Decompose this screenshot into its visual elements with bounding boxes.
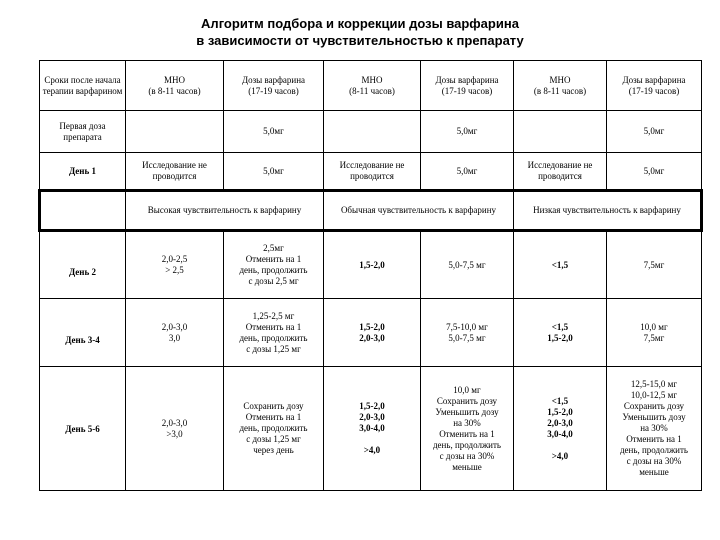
sensitivity-row <box>40 191 702 231</box>
header-g2-dose-time: (17-19 часов) <box>441 85 493 96</box>
header-row <box>40 61 702 111</box>
day1-label: День 1 <box>40 153 126 191</box>
header-g3-dose-label: Дозы варфарина <box>622 74 686 85</box>
day5-6-g3-dose-line: с дозы на 30% <box>626 456 682 466</box>
day3-4-g3-inr-line: 1,5-2,0 <box>547 332 573 343</box>
day3-4-g3-inr-line: <1,5 <box>551 321 569 332</box>
day3-4-g1-inr <box>126 299 224 367</box>
day3-4-g1-inr-line: 3,0 <box>168 332 181 343</box>
first-dose-row <box>40 111 702 153</box>
day5-6-g2-dose-line: меньше <box>452 461 482 472</box>
first-dose-label: Первая доза препарата <box>40 111 126 153</box>
day5-6-g3-inr <box>514 367 607 491</box>
day2-g1-dose-line: 2,5мг <box>263 243 284 253</box>
day5-6-g3-dose-line: Уменьшить дозу <box>622 412 686 422</box>
day5-6-g3-dose-line: день, продолжить <box>619 445 689 455</box>
day5-6-label: День 5-6 <box>40 367 126 491</box>
day3-4-g3-inr <box>514 299 607 367</box>
day1-row <box>40 153 702 191</box>
header-g1-dose-label: Дозы варфарина <box>241 74 306 85</box>
first-dose-g2-inr <box>324 111 421 153</box>
day5-6-g1-dose-line: с дозы 1,25 мг <box>246 434 301 444</box>
header-period: Сроки после начала терапии варфарином <box>40 61 126 111</box>
day5-6-g1-dose-line: через день <box>253 445 294 455</box>
day2-g1-dose-line: день, продолжить <box>239 265 308 275</box>
header-g1-inr-time: (в 8-11 часов) <box>148 85 201 96</box>
day3-4-g2-inr <box>324 299 421 367</box>
day2-row <box>40 231 702 299</box>
day1-g1-dose: 5,0мг <box>224 153 324 191</box>
header-g3-inr-time: (в 8-11 часов) <box>533 85 587 96</box>
day3-4-g2-dose-line: 5,0-7,5 мг <box>448 332 486 343</box>
title-line-2: в зависимости от чувствительностью к препарату <box>196 33 524 48</box>
day3-4-label: День 3-4 <box>40 299 126 367</box>
day5-6-g2-inr <box>324 367 421 491</box>
first-dose-g1-inr <box>126 111 224 153</box>
day2-label: День 2 <box>40 231 126 299</box>
day2-g1-inr-line: 2,0-2,5 <box>161 254 188 264</box>
day2-g3-dose <box>607 231 702 299</box>
day3-4-g1-inr-line: 2,0-3,0 <box>161 321 188 332</box>
day1-g2-dose: 5,0мг <box>421 153 514 191</box>
header-g1-inr <box>126 61 224 111</box>
header-g2-inr-time: (8-11 часов) <box>349 85 395 96</box>
header-g2-dose-label: Дозы варфарина <box>435 74 499 85</box>
day5-6-g3-dose-line: на 30% <box>640 423 668 433</box>
day2-g2-inr-line: 1,5-2,0 <box>359 259 385 270</box>
first-dose-g1-dose: 5,0мг <box>224 111 324 153</box>
day5-6-g2-inr-line: 2,0-3,0 <box>359 412 385 422</box>
day5-6-g2-dose-line: день, продолжить <box>432 439 502 450</box>
day3-4-g2-inr-line: 2,0-3,0 <box>359 332 385 343</box>
day5-6-g3-dose-line: меньше <box>639 467 669 477</box>
day3-4-g2-inr-line: 1,5-2,0 <box>359 321 385 332</box>
title-line-1: Алгоритм подбора и коррекции дозы варфарина <box>201 16 519 31</box>
day5-6-g3-dose-line: Отменить на 1 <box>626 434 682 444</box>
first-dose-g3-dose: 5,0мг <box>607 111 702 153</box>
day2-g1-dose-line: Отменить на 1 <box>245 254 302 264</box>
header-g1-dose-time: (17-19 часов) <box>248 85 299 96</box>
day3-4-g1-dose-line: Отменить на 1 <box>245 321 302 332</box>
day3-4-g2-dose <box>421 299 514 367</box>
warfarin-dosing-table <box>38 60 703 491</box>
day2-g2-inr <box>324 231 421 299</box>
day2-g3-dose-line: 7,5мг <box>643 259 665 270</box>
header-g3-inr <box>514 61 607 111</box>
sensitivity-empty-cell <box>40 191 126 231</box>
sensitivity-normal: Обычная чувствительность к варфарину <box>324 191 514 231</box>
day3-4-g1-dose-line: 1,25-2,5 мг <box>252 310 295 321</box>
day5-6-g3-dose-line: Сохранить дозу <box>623 401 685 411</box>
day3-4-g3-dose <box>607 299 702 367</box>
day5-6-g2-dose-line: на 30% <box>453 417 481 428</box>
day1-g1-inr: Исследование не проводится <box>126 153 224 191</box>
day5-6-g3-inr-line: 1,5-2,0 <box>547 406 573 417</box>
day5-6-g2-dose-line: Уменьшить дозу <box>435 406 499 417</box>
day3-4-g3-dose-line: 7,5мг <box>643 332 665 343</box>
day1-g2-inr: Исследование не проводится <box>324 153 421 191</box>
day2-g2-dose <box>421 231 514 299</box>
day3-4-g1-dose <box>224 299 324 367</box>
header-g3-inr-label: МНО <box>549 74 571 85</box>
day5-6-g3-inr-line: >4,0 <box>551 450 569 461</box>
first-dose-g2-dose: 5,0мг <box>421 111 514 153</box>
day5-6-g1-dose-line: Отменить на 1 <box>245 412 302 422</box>
header-g3-dose <box>607 61 702 111</box>
day5-6-g3-dose <box>607 367 702 491</box>
day5-6-g3-inr-line: 2,0-3,0 <box>547 417 573 428</box>
day5-6-g3-inr-line: 3,0-4,0 <box>547 428 573 439</box>
day3-4-g3-dose-line: 10,0 мг <box>640 321 668 332</box>
day5-6-g2-dose <box>421 367 514 491</box>
day2-g1-inr <box>126 231 224 299</box>
first-dose-g3-inr <box>514 111 607 153</box>
header-g2-inr <box>324 61 421 111</box>
day5-6-g1-inr-line: 2,0-3,0 <box>161 417 188 428</box>
day5-6-g1-dose <box>224 367 324 491</box>
header-g2-dose <box>421 61 514 111</box>
day5-6-g2-dose-line: 10,0 мг <box>453 384 481 395</box>
day2-g1-dose-line: с дозы 2,5 мг <box>248 276 299 286</box>
day5-6-g2-dose-line: Сохранить дозу <box>436 395 498 406</box>
day5-6-g2-dose-line: Отменить на 1 <box>439 428 495 439</box>
day2-g1-inr-line: > 2,5 <box>165 265 184 275</box>
day2-g2-dose-line: 5,0-7,5 мг <box>448 259 486 270</box>
day1-g3-inr: Исследование не проводится <box>514 153 607 191</box>
day5-6-row <box>40 367 702 491</box>
header-g1-inr-label: МНО <box>163 74 185 85</box>
day1-g3-dose: 5,0мг <box>607 153 702 191</box>
day2-g3-inr-line: <1,5 <box>551 259 569 270</box>
day2-g1-dose <box>224 231 324 299</box>
header-g2-inr-label: МНО <box>361 74 383 85</box>
header-g1-dose <box>224 61 324 111</box>
day5-6-g2-inr-spacer <box>326 434 418 445</box>
day3-4-g1-dose-line: с дозы 1,25 мг <box>246 343 301 354</box>
header-g3-dose-time: (17-19 часов) <box>628 85 680 96</box>
day5-6-g3-dose-line: 12,5-15,0 мг <box>630 379 678 389</box>
day2-g3-inr <box>514 231 607 299</box>
day5-6-g3-dose-line: 10,0-12,5 мг <box>630 390 678 400</box>
day5-6-g1-inr-line: >3,0 <box>166 428 183 439</box>
day3-4-row <box>40 299 702 367</box>
day3-4-g2-dose-line: 7,5-10,0 мг <box>446 321 488 332</box>
day5-6-g3-inr-line: <1,5 <box>551 395 569 406</box>
day3-4-g1-dose-line: день, продолжить <box>239 332 308 343</box>
day5-6-g2-dose-line: с дозы на 30% <box>439 450 495 461</box>
day5-6-g3-inr-spacer <box>516 440 604 451</box>
day5-6-g1-dose-line: день, продолжить <box>239 423 308 433</box>
day5-6-g1-inr <box>126 367 224 491</box>
day5-6-g2-inr-line: 3,0-4,0 <box>359 423 385 433</box>
day5-6-g2-inr-line: >4,0 <box>363 445 381 455</box>
sensitivity-high: Высокая чувствительность к варфарину <box>126 191 324 231</box>
day5-6-g2-inr-line: 1,5-2,0 <box>359 401 385 411</box>
day5-6-g1-dose-line: Сохранить дозу <box>243 401 304 411</box>
sensitivity-low: Низкая чувствительность к варфарину <box>514 191 702 231</box>
